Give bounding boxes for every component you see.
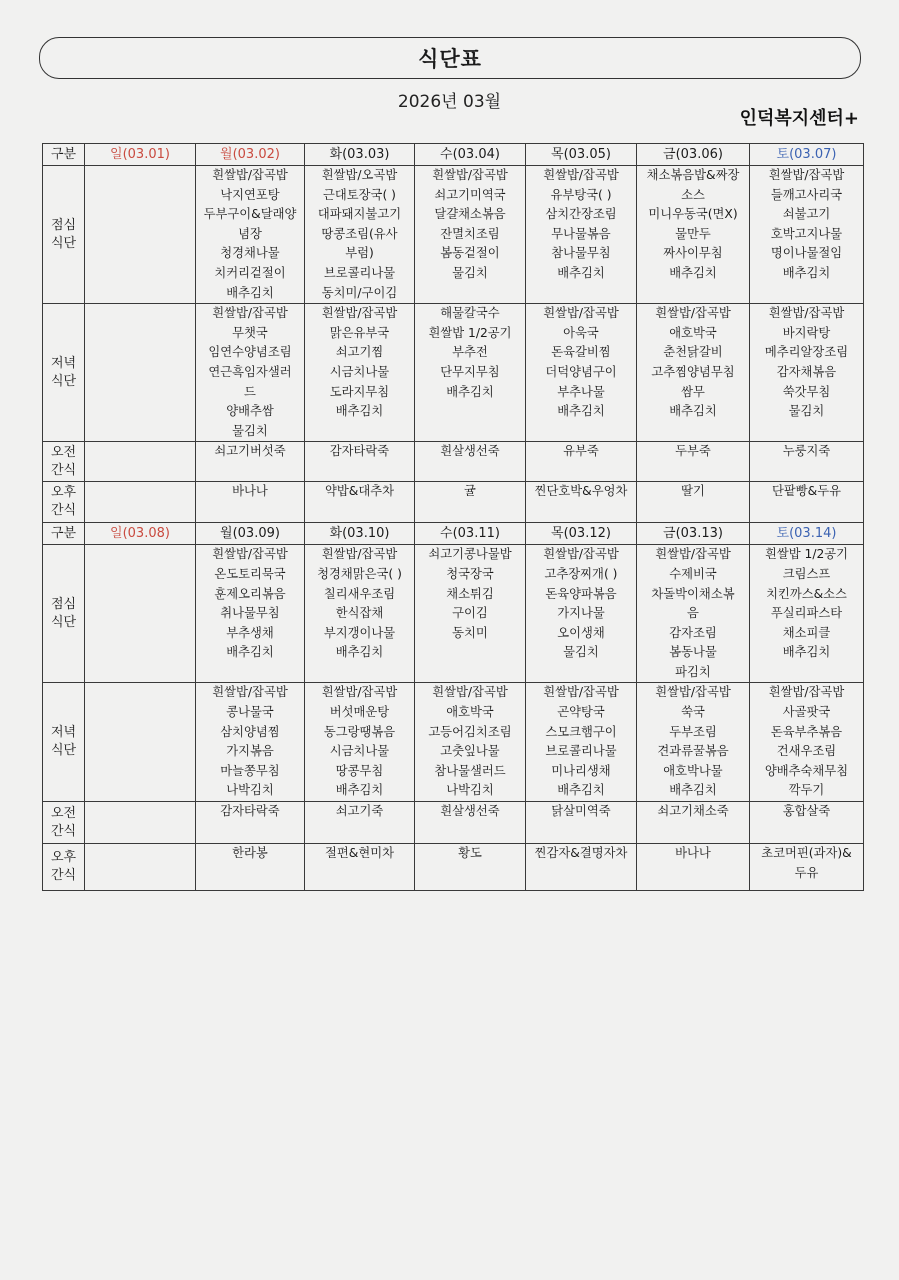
menu-cell [415, 166, 526, 304]
menu-item: 찐감자&결명자차 [534, 846, 628, 861]
menu-item: 유부탕국( ) [550, 187, 612, 202]
menu-item: 배추김치 [669, 265, 717, 280]
menu-cell [305, 844, 415, 891]
menu-item: 견과류꿀볶음 [657, 744, 729, 759]
menu-cell [637, 166, 750, 304]
menu-item: 쇠고기찜 [335, 345, 384, 360]
menu-item: 흰쌀밥/잡곡밥 [768, 685, 845, 700]
menu-cell [415, 545, 526, 683]
menu-cell [85, 304, 196, 442]
menu-item: 브로콜리나물 [323, 265, 396, 280]
menu-cell [526, 442, 637, 482]
menu-item: 음 [687, 606, 699, 621]
menu-item: 흰쌀밥/잡곡밥 [655, 685, 731, 700]
day-header: 일(03.01) [85, 144, 196, 166]
menu-item: 감자타락죽 [220, 804, 280, 819]
menu-item: 흰쌀밥/잡곡밥 [655, 547, 731, 562]
menu-item: 쇠고기버섯죽 [214, 444, 286, 459]
row-label-header: 구분 [43, 523, 85, 545]
menu-cell [305, 166, 415, 304]
meal-type-text: 오전 [50, 444, 77, 460]
menu-item: 돈육양파볶음 [545, 586, 617, 601]
menu-item: 홍합살죽 [782, 804, 831, 819]
menu-cell [415, 482, 526, 523]
menu-item: 소스 [681, 187, 705, 202]
menu-cell [85, 545, 196, 683]
menu-item: 더덕양념구이 [545, 364, 617, 379]
menu-item: 물김치 [563, 645, 599, 660]
menu-item: 흰쌀밥/잡곡밥 [655, 306, 731, 321]
menu-item: 채소튀김 [446, 586, 494, 601]
menu-cell [526, 545, 637, 683]
meal-type-text: 식단 [50, 373, 77, 389]
meal-type-label [43, 545, 85, 683]
menu-item: 흰살생선죽 [440, 444, 500, 459]
menu-cell [526, 844, 637, 891]
menu-item: 초코머핀(과자)& [761, 846, 852, 861]
menu-item: 고등어김치조림 [428, 724, 512, 739]
row-label-header: 구분 [43, 144, 85, 166]
day-header: 금(03.06) [637, 144, 750, 166]
day-header: 월(03.02) [196, 144, 305, 166]
meal-type-label [43, 166, 85, 304]
menu-item: 쇠고기콩나물밥 [428, 547, 512, 562]
meal-type-text: 점심 [50, 217, 77, 233]
menu-cell [750, 802, 864, 844]
menu-cell [637, 802, 750, 844]
menu-item: 두부죽 [675, 444, 711, 459]
menu-cell [750, 844, 864, 891]
menu-item: 부추나물 [557, 384, 605, 399]
meal-row [43, 304, 864, 442]
menu-cell [196, 545, 305, 683]
meal-type-text: 오후 [50, 850, 77, 866]
meal-row [43, 802, 864, 844]
menu-item: 마늘쫑무침 [220, 763, 280, 778]
menu-cell [305, 545, 415, 683]
menu-item: 애호박국 [446, 705, 494, 720]
day-header: 수(03.04) [415, 144, 526, 166]
menu-item: 참나물무침 [551, 246, 611, 261]
menu-item: 고추찜양념무침 [651, 364, 735, 379]
menu-item: 배추김치 [226, 285, 274, 300]
menu-item: 사골팟국 [782, 705, 831, 720]
menu-item: 흰쌀밥/잡곡밥 [321, 547, 398, 562]
menu-item: 배추김치 [557, 404, 605, 419]
menu-item: 미나리생채 [551, 763, 611, 778]
menu-item: 땅콩무침 [335, 763, 384, 778]
menu-item: 차돌박이채소볶 [651, 586, 735, 601]
menu-item: 돈육부추볶음 [770, 724, 843, 739]
day-header: 일(03.08) [85, 523, 196, 545]
menu-cell [305, 683, 415, 802]
menu-item: 칠리새우조림 [323, 586, 396, 601]
menu-item: 고추장찌개( ) [544, 566, 618, 581]
meal-type-text: 식단 [50, 743, 77, 759]
menu-item: 잔멸치조림 [440, 226, 500, 241]
menu-item: 바지락탕 [782, 325, 831, 340]
meal-row [43, 482, 864, 523]
menu-item: 달걀채소볶음 [434, 207, 506, 222]
menu-cell [637, 482, 750, 523]
menu-cell [305, 482, 415, 523]
menu-cell [196, 304, 305, 442]
menu-item: 배추김치 [335, 783, 384, 798]
menu-cell [85, 683, 196, 802]
menu-item: 쇠고기죽 [335, 804, 384, 819]
menu-item: 땅콩조림(유사 [321, 226, 398, 241]
menu-item: 쑥갓무침 [782, 384, 831, 399]
menu-item: 흰쌀밥/잡곡밥 [212, 306, 288, 321]
menu-item: 청경채맑은국( ) [317, 566, 402, 581]
day-header: 화(03.10) [305, 523, 415, 545]
menu-item: 쇠고기미역국 [434, 187, 506, 202]
day-header: 월(03.09) [196, 523, 305, 545]
menu-item: 시금치나물 [329, 744, 390, 759]
day-header: 토(03.14) [750, 523, 864, 545]
meal-type-label [43, 683, 85, 802]
menu-item: 들깨고사리국 [770, 187, 843, 202]
menu-item: 흰쌀밥/잡곡밥 [212, 168, 288, 182]
menu-item: 수제비국 [669, 566, 717, 581]
menu-item: 채소볶음밥&짜장 [646, 168, 740, 182]
menu-item: 미니우동국(면X) [648, 207, 738, 222]
menu-item: 부추생채 [226, 625, 274, 640]
menu-item: 콩나물국 [226, 705, 274, 720]
menu-item: 배추김치 [557, 265, 605, 280]
menu-cell [750, 683, 864, 802]
menu-item: 부럼) [345, 246, 374, 261]
menu-cell [415, 802, 526, 844]
menu-item: 흰쌀밥 1/2공기 [428, 325, 512, 340]
day-header: 화(03.03) [305, 144, 415, 166]
day-header: 금(03.13) [637, 523, 750, 545]
menu-item: 곤약탕국 [557, 705, 605, 720]
day-header: 목(03.12) [526, 523, 637, 545]
menu-item: 드 [244, 384, 256, 399]
menu-cell [526, 802, 637, 844]
menu-cell [85, 482, 196, 523]
menu-cell [526, 482, 637, 523]
menu-item: 가지볶음 [226, 744, 274, 759]
menu-item: 고춧잎나물 [440, 744, 500, 759]
menu-item: 호박고지나물 [770, 226, 843, 241]
page-title: 식단표 [39, 37, 861, 79]
menu-item: 오이생채 [557, 625, 605, 640]
menu-cell [637, 545, 750, 683]
menu-item: 물김치 [232, 423, 268, 438]
menu-item: 부추전 [452, 345, 488, 360]
menu-cell [305, 304, 415, 442]
menu-item: 봄동겉절이 [440, 246, 500, 261]
menu-item: 나박김치 [226, 783, 274, 798]
menu-item: 채소피클 [782, 625, 831, 640]
menu-item: 배추김치 [669, 783, 717, 798]
menu-item: 절편&현미차 [325, 846, 394, 861]
menu-item: 단팥빵&두유 [772, 484, 841, 499]
menu-item: 흰살생선죽 [440, 804, 500, 819]
menu-item: 한식잡채 [335, 606, 384, 621]
menu-item: 치커리겉절이 [214, 265, 286, 280]
menu-item: 건새우조림 [776, 744, 837, 759]
menu-item: 파김치 [675, 664, 711, 679]
meal-type-label [43, 304, 85, 442]
menu-item: 쇠불고기 [782, 207, 831, 222]
menu-item: 감자타락죽 [329, 444, 390, 459]
meal-type-text: 점심 [50, 596, 77, 612]
menu-item: 배추김치 [226, 645, 274, 660]
menu-cell [750, 545, 864, 683]
menu-item: 념장 [238, 226, 262, 241]
menu-item: 찐단호박&우엉차 [534, 484, 628, 499]
menu-cell [85, 802, 196, 844]
menu-item: 물김치 [788, 404, 825, 419]
menu-item: 물김치 [452, 265, 488, 280]
menu-item: 양배추쌈 [226, 404, 274, 419]
menu-cell [526, 304, 637, 442]
meal-row [43, 844, 864, 891]
menu-cell [196, 442, 305, 482]
menu-item: 흰쌀밥/잡곡밥 [321, 306, 398, 321]
menu-item: 흰쌀밥/잡곡밥 [768, 168, 845, 182]
menu-item: 배추김치 [557, 783, 605, 798]
menu-cell [415, 304, 526, 442]
meal-type-text: 저녁 [50, 725, 77, 741]
menu-item: 스모크햄구이 [545, 724, 617, 739]
menu-cell [196, 683, 305, 802]
menu-cell [196, 844, 305, 891]
meal-type-text: 간식 [50, 462, 77, 478]
menu-item: 흰쌀밥/잡곡밥 [321, 685, 398, 700]
menu-cell [750, 166, 864, 304]
menu-item: 돈육갈비찜 [551, 345, 611, 360]
menu-item: 메추리알장조림 [764, 345, 849, 360]
menu-item: 취나물무침 [220, 606, 280, 621]
meal-table [42, 143, 864, 891]
center-name: 인덕복지센터+ [739, 108, 859, 129]
meal-row [43, 683, 864, 802]
meal-type-label [43, 802, 85, 844]
meal-type-text: 저녁 [50, 355, 77, 371]
menu-item: 배추김치 [782, 265, 831, 280]
menu-item: 두부구이&달래양 [203, 207, 297, 222]
menu-cell [637, 442, 750, 482]
menu-item: 황도 [458, 846, 482, 861]
menu-item: 누룽지죽 [782, 444, 831, 459]
meal-type-text: 식단 [50, 235, 77, 251]
menu-cell [526, 683, 637, 802]
menu-item: 시금치나물 [329, 364, 390, 379]
menu-item: 낙지연포탕 [220, 187, 280, 202]
meal-type-label [43, 482, 85, 523]
menu-item: 청국장국 [446, 566, 494, 581]
menu-item: 두유 [794, 865, 819, 880]
menu-item: 봄동나물 [669, 645, 717, 660]
menu-cell [415, 683, 526, 802]
menu-item: 쑥국 [681, 705, 705, 720]
menu-cell [526, 166, 637, 304]
month-label: 2026년 03월 [397, 92, 502, 112]
menu-cell [196, 166, 305, 304]
menu-item: 한라봉 [232, 846, 268, 861]
menu-item: 근대토장국( ) [323, 187, 396, 202]
menu-item: 애호박국 [669, 325, 717, 340]
menu-item: 연근흑임자샐러 [208, 364, 292, 379]
menu-item: 삼치간장조림 [545, 207, 617, 222]
menu-item: 훈제오리볶음 [214, 586, 286, 601]
menu-item: 브로콜리나물 [545, 744, 617, 759]
menu-cell [415, 442, 526, 482]
menu-item: 배추김치 [446, 384, 494, 399]
menu-cell [85, 166, 196, 304]
meal-row [43, 166, 864, 304]
menu-cell [750, 482, 864, 523]
menu-item: 흰쌀밥/잡곡밥 [212, 685, 288, 700]
menu-item: 흰쌀밥/잡곡밥 [543, 306, 619, 321]
menu-item: 동그랑땡볶음 [323, 724, 396, 739]
menu-item: 바나나 [232, 484, 268, 499]
menu-item: 나박김치 [446, 783, 494, 798]
menu-item: 흰쌀밥/잡곡밥 [543, 547, 619, 562]
menu-item: 무챗국 [232, 325, 268, 340]
menu-item: 동치미/구이김 [321, 285, 398, 300]
menu-cell [750, 442, 864, 482]
menu-item: 아욱국 [563, 325, 599, 340]
menu-cell [305, 442, 415, 482]
meal-row [43, 545, 864, 683]
menu-item: 두부조림 [669, 724, 717, 739]
menu-item: 푸실리파스타 [770, 606, 843, 621]
menu-item: 해물칼국수 [440, 306, 500, 321]
menu-item: 쌈무 [681, 384, 705, 399]
menu-cell [637, 304, 750, 442]
menu-item: 무나물볶음 [551, 226, 611, 241]
meal-type-text: 식단 [50, 614, 77, 630]
menu-item: 약밥&대추차 [325, 484, 394, 499]
menu-cell [196, 482, 305, 523]
week-header-row [43, 523, 864, 545]
menu-item: 흰쌀밥/잡곡밥 [543, 168, 619, 182]
meal-type-text: 오후 [50, 485, 77, 501]
menu-item: 흰쌀밥 1/2공기 [764, 547, 849, 562]
menu-item: 청경채나물 [220, 246, 280, 261]
day-header: 토(03.07) [750, 144, 864, 166]
menu-item: 깍두기 [788, 783, 825, 798]
menu-item: 동치미 [452, 625, 488, 640]
menu-cell [637, 844, 750, 891]
menu-cell [637, 683, 750, 802]
menu-item: 배추김치 [669, 404, 717, 419]
menu-item: 가지나물 [557, 606, 605, 621]
menu-item: 흰쌀밥/잡곡밥 [212, 547, 288, 562]
menu-item: 유부죽 [563, 444, 599, 459]
menu-item: 애호박나물 [663, 763, 723, 778]
menu-item: 맑은유부국 [329, 325, 390, 340]
menu-item: 명이나물절임 [770, 246, 843, 261]
menu-cell [85, 442, 196, 482]
menu-item: 배추김치 [782, 645, 831, 660]
menu-item: 딸기 [681, 484, 705, 499]
week-header-row [43, 144, 864, 166]
menu-item: 짜사이무침 [663, 246, 723, 261]
menu-item: 버섯매운탕 [329, 705, 390, 720]
menu-item: 바나나 [675, 846, 711, 861]
menu-item: 흰쌀밥/잡곡밥 [768, 306, 845, 321]
menu-item: 감자채볶음 [776, 364, 837, 379]
menu-item: 치킨까스&소스 [766, 586, 847, 601]
menu-item: 쇠고기채소죽 [657, 804, 729, 819]
day-header: 수(03.11) [415, 523, 526, 545]
menu-item: 부지갱이나물 [323, 625, 396, 640]
menu-item: 물만두 [675, 226, 711, 241]
menu-item: 임연수양념조림 [208, 345, 292, 360]
menu-item: 흰쌀밥/오곡밥 [321, 168, 398, 182]
menu-item: 귤 [464, 484, 476, 499]
menu-cell [750, 304, 864, 442]
meal-type-label [43, 844, 85, 891]
menu-cell [415, 844, 526, 891]
menu-item: 크림스프 [782, 566, 831, 581]
menu-item: 참나물샐러드 [434, 763, 506, 778]
menu-item: 흰쌀밥/잡곡밥 [432, 685, 508, 700]
menu-item: 대파돼지불고기 [317, 207, 402, 222]
menu-item: 양배추숙채무침 [764, 763, 849, 778]
meal-type-text: 간식 [50, 868, 77, 884]
menu-item: 배추김치 [335, 645, 384, 660]
menu-item: 도라지무침 [329, 384, 390, 399]
day-header: 목(03.05) [526, 144, 637, 166]
menu-cell [305, 802, 415, 844]
menu-item: 흰쌀밥/잡곡밥 [432, 168, 508, 182]
menu-item: 단무지무침 [440, 364, 500, 379]
meal-type-text: 간식 [50, 823, 77, 839]
menu-item: 배추김치 [335, 404, 384, 419]
meal-type-text: 간식 [50, 503, 77, 519]
menu-item: 흰쌀밥/잡곡밥 [543, 685, 619, 700]
meal-type-text: 오전 [50, 805, 77, 821]
menu-item: 닭살미역죽 [551, 804, 611, 819]
meal-row [43, 442, 864, 482]
menu-item: 감자조림 [669, 625, 717, 640]
menu-item: 구이김 [452, 606, 488, 621]
meal-type-label [43, 442, 85, 482]
menu-cell [85, 844, 196, 891]
menu-cell [196, 802, 305, 844]
menu-item: 온도토리묵국 [214, 566, 286, 581]
menu-item: 춘천닭갈비 [663, 345, 723, 360]
menu-item: 삼치양념찜 [220, 724, 280, 739]
